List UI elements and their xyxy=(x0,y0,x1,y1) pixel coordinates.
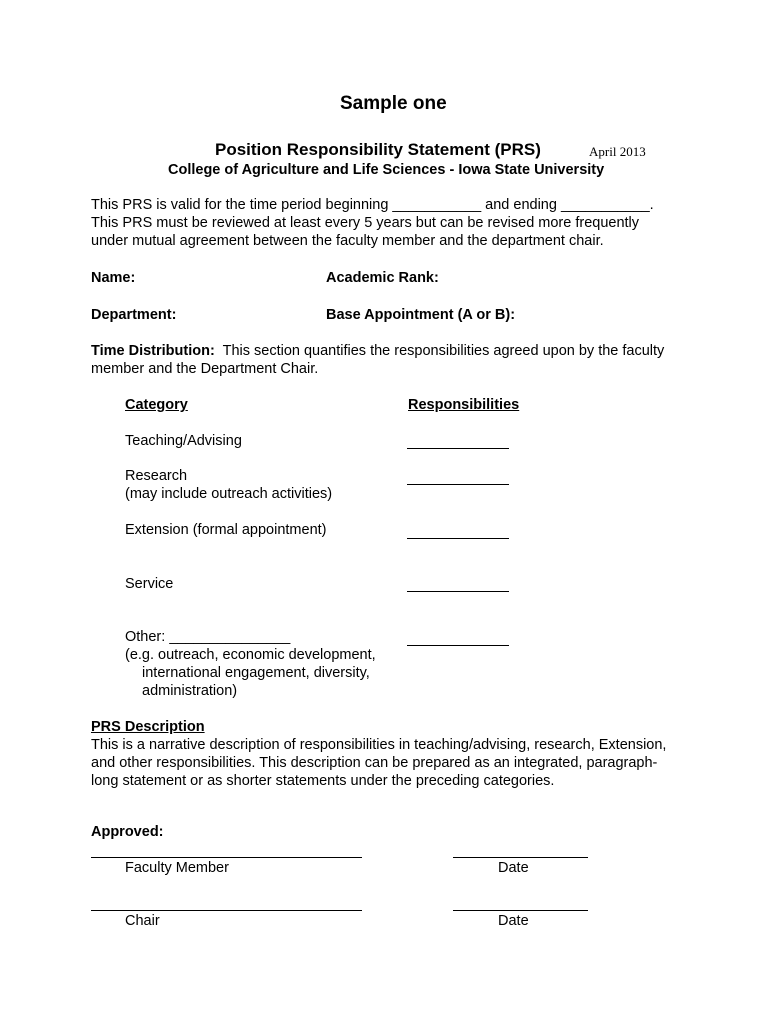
prs-description-heading: PRS Description xyxy=(91,719,205,735)
intro-line-2: This PRS must be reviewed at least every 5 years but can be revised more frequently xyxy=(91,215,640,231)
category-extension: Extension (formal appointment) xyxy=(125,522,327,538)
chair-label: Chair xyxy=(125,913,160,929)
time-distribution-line-1 xyxy=(91,343,664,359)
name-label: Name: xyxy=(91,270,136,286)
document-date: April 2013 xyxy=(589,144,646,159)
responsibilities-header: Responsibilities xyxy=(408,397,520,413)
category-other: Other: _______________ xyxy=(125,629,291,645)
time-distribution-line-2: member and the Department Chair. xyxy=(91,361,319,377)
intro-line-3: under mutual agreement between the faculty member and the department chair. xyxy=(91,233,604,249)
approved-label: Approved: xyxy=(91,824,164,840)
prs-description-line-2: and other responsibilities. This description can be prepared as an integrated, paragraph- xyxy=(91,755,658,771)
department-label: Department: xyxy=(91,307,177,323)
teaching-responsibility-line xyxy=(407,448,509,449)
prs-description-line-3: long statement or as shorter statements under the preceding categories. xyxy=(91,773,555,789)
faculty-date-label: Date xyxy=(498,860,529,876)
chair-signature-line xyxy=(91,910,362,911)
time-distribution-text: This section quantifies the responsibilities agreed upon by the faculty xyxy=(214,343,665,359)
academic-rank-label: Academic Rank: xyxy=(326,270,439,286)
category-service: Service xyxy=(125,576,174,592)
base-appointment-label: Base Appointment (A or B): xyxy=(326,307,516,323)
category-teaching-advising: Teaching/Advising xyxy=(125,433,242,449)
document-title: Position Responsibility Statement (PRS) xyxy=(215,140,541,159)
category-research-note: (may include outreach activities) xyxy=(125,486,333,502)
category-other-note-3: administration) xyxy=(142,683,238,699)
extension-responsibility-line xyxy=(407,538,509,539)
prs-description-line-1: This is a narrative description of responsibilities in teaching/advising, research, Extension, xyxy=(91,737,667,753)
category-other-note-1: (e.g. outreach, economic development, xyxy=(125,647,376,663)
page-heading: Sample one xyxy=(340,93,447,114)
category-research: Research xyxy=(125,468,188,484)
document-subtitle: College of Agriculture and Life Sciences - Iowa State University xyxy=(168,162,605,178)
intro-line-1: This PRS is valid for the time period beginning ___________ and ending ___________. xyxy=(91,197,654,213)
chair-date-label: Date xyxy=(498,913,529,929)
faculty-signature-line xyxy=(91,857,362,858)
faculty-date-line xyxy=(453,857,588,858)
faculty-member-label: Faculty Member xyxy=(125,860,229,876)
category-header: Category xyxy=(125,397,188,413)
chair-date-line xyxy=(453,910,588,911)
category-other-note-2: international engagement, diversity, xyxy=(142,665,370,681)
research-responsibility-line xyxy=(407,484,509,485)
service-responsibility-line xyxy=(407,591,509,592)
time-distribution-label: Time Distribution: xyxy=(91,343,215,359)
other-responsibility-line xyxy=(407,645,509,646)
